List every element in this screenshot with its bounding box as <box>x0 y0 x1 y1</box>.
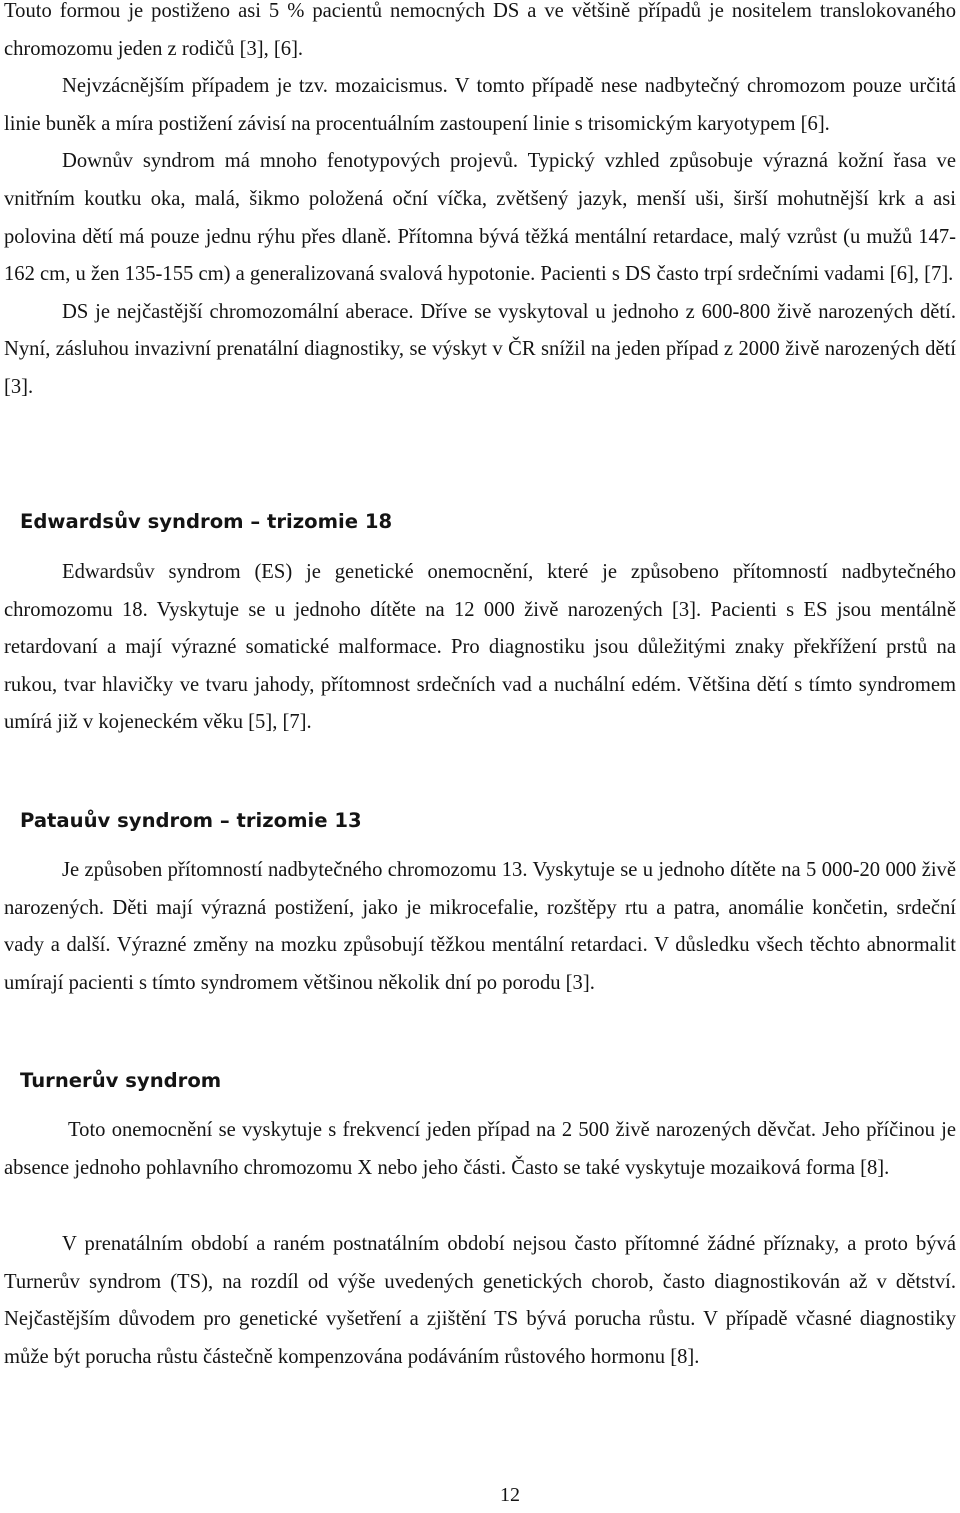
paragraph-phenotype: Downův syndrom má mnoho fenotypových projevů. Typický vzhled způsobuje výrazná kožní řasa ve vnitřním koutku oka, malá, šikmo položená oční víčka, zvětšený jazyk, menší uši, širší mohutnější krk a asi polovina dětí má pouze jednu rýhu přes dlaně. Přítomna bývá těžká mentální retardace, malý vzrůst (u mužů 147-162 cm, u žen 135-155 cm) a generalizovaná svalová hypotonie. Pacienti s DS často trpí srdečními vadami [6], [7]. <box>4 150 956 286</box>
paragraph-turner-frequency: Toto onemocnění se vyskytuje s frekvencí jeden případ na 2 500 živě narozených děvčat. Jeho příčinou je absence jednoho pohlavního chromozomu X nebo jeho části. Často se také vyskytuje mozaiková forma [8]. <box>4 1119 956 1179</box>
heading-turner: Turnerův syndrom <box>20 1069 222 1092</box>
heading-edwards: Edwardsův syndrom – trizomie 18 <box>20 510 393 533</box>
paragraph-edwards: Edwardsův syndrom (ES) je genetické onemocnění, které je způsobeno přítomností nadbytečného chromozomu 18. Vyskytuje se u jednoho dítěte na 12 000 živě narozených [3]. Pacienti s ES jsou mentálně retardovaní a mají výrazné somatické malformace. Pro diagnostiku jsou důležitými znaky překřížení prstů na rukou, tvar hlavičky ve tvaru jahody, přítomnost srdečních vad a nuchální edém. Většina dětí s tímto syndromem umírá již v kojeneckém věku [5], [7]. <box>4 561 956 734</box>
paragraph-translocation: Touto formou je postiženo asi 5 % pacientů nemocných DS a ve většině případů je nositelem translokovaného chromozomu jeden z rodičů [3], [6]. <box>4 0 956 60</box>
paragraph-mosaicism: Nejvzácnějším případem je tzv. mozaicismus. V tomto případě nese nadbytečný chromozom pouze určitá linie buněk a míra postižení závisí na procentuálním zastoupení linie s trisomickým karyotypem [6]. <box>4 75 956 135</box>
heading-patau: Patauův syndrom – trizomie 13 <box>20 809 362 832</box>
intro-section <box>4 0 956 407</box>
paragraph-incidence: DS je nejčastější chromozomální aberace. Dříve se vyskytoval u jednoho z 600-800 živě narozených dětí. Nyní, zásluhou invazivní prenatální diagnostiky, se výskyt v ČR snížil na jeden případ z 2000 živě narozených dětí [3]. <box>4 300 956 398</box>
page-number: 12 <box>500 1484 520 1506</box>
paragraph-patau: Je způsoben přítomností nadbytečného chromozomu 13. Vyskytuje se u jednoho dítěte na 5 000-20 000 živě narozených. Děti mají výrazná postižení, jako je mikrocefalie, rozštěpy rtu a patra, anomálie končetin, srdeční vady a další. Výrazné změny na mozku způsobují těžkou mentální retardaci. V důsledku všech těchto abnormalit umírají pacienti s tímto syndromem většinou několik dní po porodu [3]. <box>4 859 956 994</box>
paragraph-turner-diagnosis: V prenatálním období a raném postnatálním období nejsou často přítomné žádné příznaky, a proto bývá Turnerův syndrom (TS), na rozdíl od výše uvedených genetických chorob, často diagnostikován až v dětství. Nejčastějším důvodem pro genetické vyšetření a zjištění TS bývá porucha růstu. V případě včasné diagnostiky může být porucha růstu částečně kompenzována podáváním růstového hormonu [8]. <box>4 1233 956 1368</box>
